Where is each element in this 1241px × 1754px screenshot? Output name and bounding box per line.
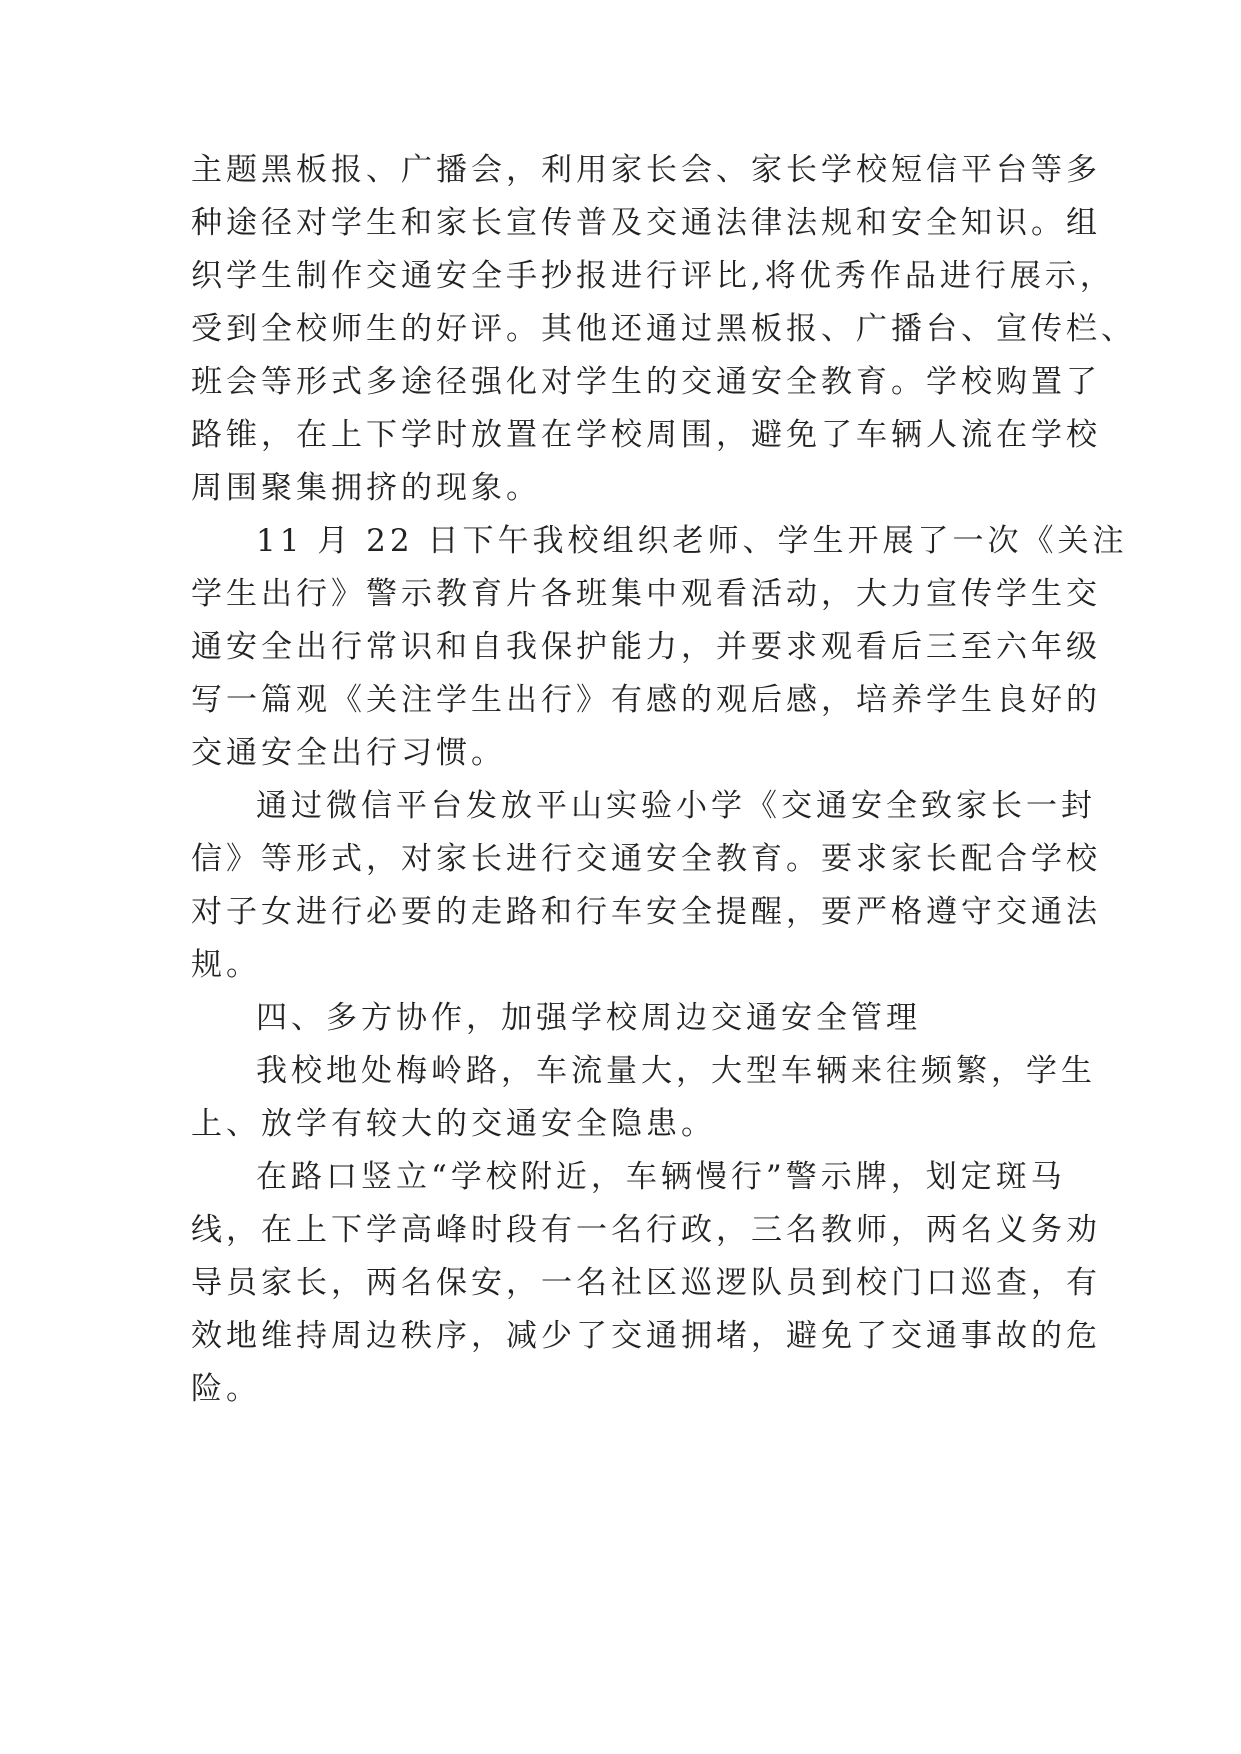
text-line: 受到全校师生的好评。其他还通过黑板报、广播台、宣传栏、 [191,311,1136,347]
text-line: 对子女进行必要的走路和行车安全提醒，要严格遵守交通法 [191,894,1101,930]
section-heading: 四、多方协作，加强学校周边交通安全管理 [256,1000,921,1036]
text-line: 11 月 22 日下午我校组织老师、学生开展了一次《关注 [256,523,1128,559]
text-line: 通过微信平台发放平山实验小学《交通安全致家长一封 [256,788,1096,824]
text-line: 主题黑板报、广播会，利用家长会、家长学校短信平台等多 [191,152,1101,188]
text-line: 险。 [191,1371,261,1407]
text-line: 效地维持周边秩序，减少了交通拥堵，避免了交通事故的危 [191,1318,1101,1354]
text-line: 路锥，在上下学时放置在学校周围，避免了车辆人流在学校 [191,417,1101,453]
text-line: 写一篇观《关注学生出行》有感的观后感，培养学生良好的 [191,682,1101,718]
text-line: 信》等形式，对家长进行交通安全教育。要求家长配合学校 [191,841,1101,877]
text-line: 学生出行》警示教育片各班集中观看活动，大力宣传学生交 [191,576,1101,612]
text-line: 导员家长，两名保安，一名社区巡逻队员到校门口巡查，有 [191,1265,1101,1301]
text-line: 线，在上下学高峰时段有一名行政，三名教师，两名义务劝 [191,1212,1101,1248]
text-line: 交通安全出行习惯。 [191,735,506,771]
text-line: 织学生制作交通安全手抄报进行评比,将优秀作品进行展示， [191,258,1115,294]
text-line: 我校地处梅岭路，车流量大，大型车辆来往频繁，学生 [256,1053,1096,1089]
text-line: 上、放学有较大的交通安全隐患。 [191,1106,716,1142]
text-line: 班会等形式多途径强化对学生的交通安全教育。学校购置了 [191,364,1101,400]
text-line: 种途径对学生和家长宣传普及交通法律法规和安全知识。组 [191,205,1101,241]
text-line: 在路口竖立“学校附近，车辆慢行”警示牌，划定斑马 [256,1159,1066,1195]
text-line: 周围聚集拥挤的现象。 [191,470,541,506]
text-line: 通安全出行常识和自我保护能力，并要求观看后三至六年级 [191,629,1101,665]
text-line: 规。 [191,947,261,983]
